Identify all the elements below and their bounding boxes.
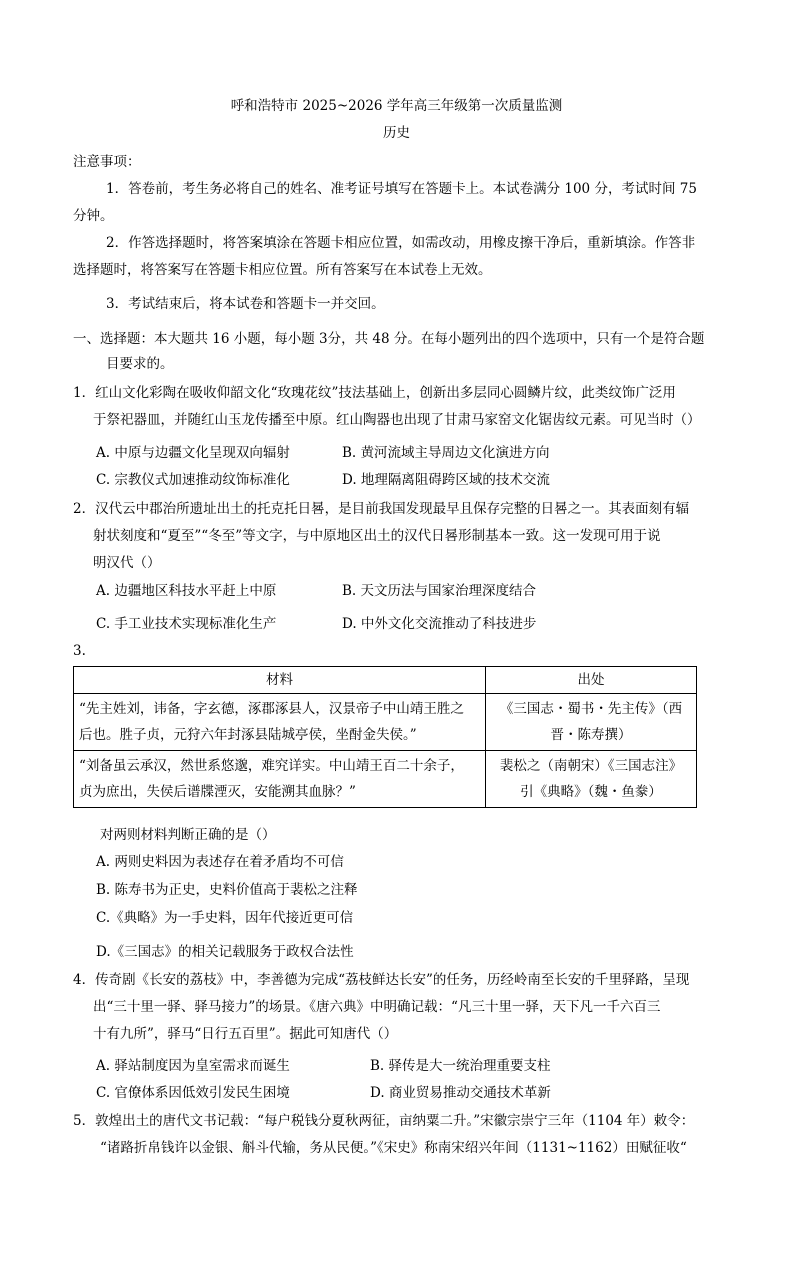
question-4-stem-cont2: 十有九所”，驿马“日行五百里”。据此可知唐代（） bbox=[93, 1026, 398, 1042]
table-row-2-material-line-1: “刘备虽云承汉，然世系悠邈，难究详实。中山靖王百二十余子， bbox=[79, 758, 464, 774]
table-row-1-source-line-1: 《三国志・蜀书・先主传》（西 bbox=[499, 701, 683, 717]
question-2-stem-cont1: 射状刻度和“夏至”“冬至”等文字，与中原地区出土的汉代日晷形制基本一致。这一发现可用于说 bbox=[93, 528, 661, 544]
question-2-option-a[interactable]: A. 边疆地区科技水平赶上中原 bbox=[96, 583, 277, 599]
exam-title: 呼和浩特市 2025~2026 学年高三年级第一次质量监测 bbox=[230, 98, 563, 114]
question-3-material-table bbox=[73, 666, 697, 808]
table-row-1-material-line-2: 后也。胜子贞，元狩六年封涿县陆城亭侯，坐酎金失侯。” bbox=[79, 727, 417, 743]
table-row-2-source-line-1: 裴松之（南朝宋）《三国志注》 bbox=[499, 758, 683, 774]
subject-title: 历史 bbox=[383, 125, 410, 141]
question-2-stem-cont2: 明汉代（） bbox=[93, 555, 161, 571]
section-heading-cont: 目要求的。 bbox=[106, 356, 174, 372]
question-1-option-d[interactable]: D. 地理隔离阻碍跨区域的技术交流 bbox=[342, 472, 550, 488]
notice-item-1: 1．答卷前，考生务必将自己的姓名、准考证号填写在答题卡上。本试卷满分 100 分，考试时间 75 bbox=[106, 181, 697, 197]
question-4-option-c[interactable]: C. 官僚体系因低效引发民生困境 bbox=[96, 1085, 290, 1101]
question-1-option-a[interactable]: A. 中原与边疆文化呈现双向辐射 bbox=[96, 445, 290, 461]
notice-item-1-cont: 分钟。 bbox=[73, 208, 114, 224]
question-1-option-c[interactable]: C. 宗教仪式加速推动纹饰标准化 bbox=[96, 472, 290, 488]
question-5-stem: 5．敦煌出土的唐代文书记载：“每户税钱分夏秋两征，亩纳粟二升。”宋徽宗崇宁三年（1104 年）敕令： bbox=[73, 1113, 695, 1129]
question-1-stem-cont: 于祭祀器皿，并随红山玉龙传播至中原。红山陶器也出现了甘肃马家窑文化锯齿纹元素。可见当时（） bbox=[93, 412, 701, 428]
question-2-option-d[interactable]: D. 中外文化交流推动了科技进步 bbox=[342, 616, 537, 632]
question-3-option-b[interactable]: B. 陈寿书为正史，史料价值高于裴松之注释 bbox=[96, 882, 358, 898]
question-3-number: 3. bbox=[73, 643, 86, 659]
notice-heading: 注意事项： bbox=[73, 154, 141, 170]
table-row-2-source bbox=[486, 751, 697, 808]
notice-item-2: 2．作答选择题时，将答案填涂在答题卡相应位置，如需改动，用橡皮擦干净后，重新填涂。作答非 bbox=[106, 235, 696, 251]
question-3-option-c[interactable]: C.《典略》为一手史料，因年代接近更可信 bbox=[96, 910, 354, 926]
table-row-2-material bbox=[74, 751, 486, 808]
question-5-stem-cont: “诸路折帛钱许以金银、斛斗代输，务从民便。”《宋史》称南宋绍兴年间（1131~1162）田赋征收“ bbox=[100, 1140, 687, 1156]
question-3-option-d[interactable]: D.《三国志》的相关记载服务于政权合法性 bbox=[96, 944, 354, 960]
table-row-1-material bbox=[74, 694, 486, 751]
question-3-option-a[interactable]: A. 两则史料因为表述存在着矛盾均不可信 bbox=[96, 854, 344, 870]
notice-item-2-cont: 选择题时，将答案写在答题卡相应位置。所有答案写在本试卷上无效。 bbox=[73, 262, 492, 278]
table-row-1-source bbox=[486, 694, 697, 751]
table-row-2-material-line-2: 贞为庶出，失侯后谱牒湮灭，安能溯其血脉？” bbox=[79, 784, 356, 800]
section-heading: 一、选择题：本大题共 16 小题，每小题 3分，共 48 分。在每小题列出的四个选项中，只有一个是符合题 bbox=[73, 331, 705, 347]
question-2-stem: 2．汉代云中郡治所遗址出土的托克托日晷，是目前我国发现最早且保存完整的日晷之一。其表面刻有辐 bbox=[73, 501, 690, 517]
table-row-1-source-line-2: 晋・陈寿撰） bbox=[550, 727, 632, 743]
question-4-stem-cont1: 出“三十里一驿、驿马接力”的场景。《唐六典》中明确记载：“凡三十里一驿，天下凡一千六百三 bbox=[93, 999, 661, 1015]
question-4-option-d[interactable]: D. 商业贸易推动交通技术革新 bbox=[370, 1085, 551, 1101]
question-1-stem: 1．红山文化彩陶在吸收仰韶文化“玫瑰花纹”技法基础上，创新出多层同心圆鳞片纹，此类纹饰广泛用 bbox=[73, 385, 676, 401]
notice-item-3: 3．考试结束后，将本试卷和答题卡一并交回。 bbox=[106, 296, 385, 312]
table-row-1-material-line-1: “先主姓刘，讳备，字玄德，涿郡涿县人，汉景帝子中山靖王胜之 bbox=[79, 701, 464, 717]
question-4-stem: 4．传奇剧《长安的荔枝》中，李善德为完成“荔枝鲜达长安”的任务，历经岭南至长安的千里驿路，呈现 bbox=[73, 972, 690, 988]
question-1-option-b[interactable]: B. 黄河流域主导周边文化演进方向 bbox=[342, 445, 550, 461]
table-header-source: 出处 bbox=[486, 667, 697, 694]
question-2-option-b[interactable]: B. 天文历法与国家治理深度结合 bbox=[342, 583, 537, 599]
question-2-option-c[interactable]: C. 手工业技术实现标准化生产 bbox=[96, 616, 277, 632]
question-4-option-a[interactable]: A. 驿站制度因为皇室需求而诞生 bbox=[96, 1058, 290, 1074]
question-3-stem: 对两则材料判断正确的是（） bbox=[100, 827, 276, 843]
question-4-option-b[interactable]: B. 驿传是大一统治理重要支柱 bbox=[370, 1058, 551, 1074]
table-header-material: 材料 bbox=[74, 667, 486, 694]
table-row-2-source-line-2: 引《典略》（魏・鱼豢） bbox=[520, 784, 662, 800]
